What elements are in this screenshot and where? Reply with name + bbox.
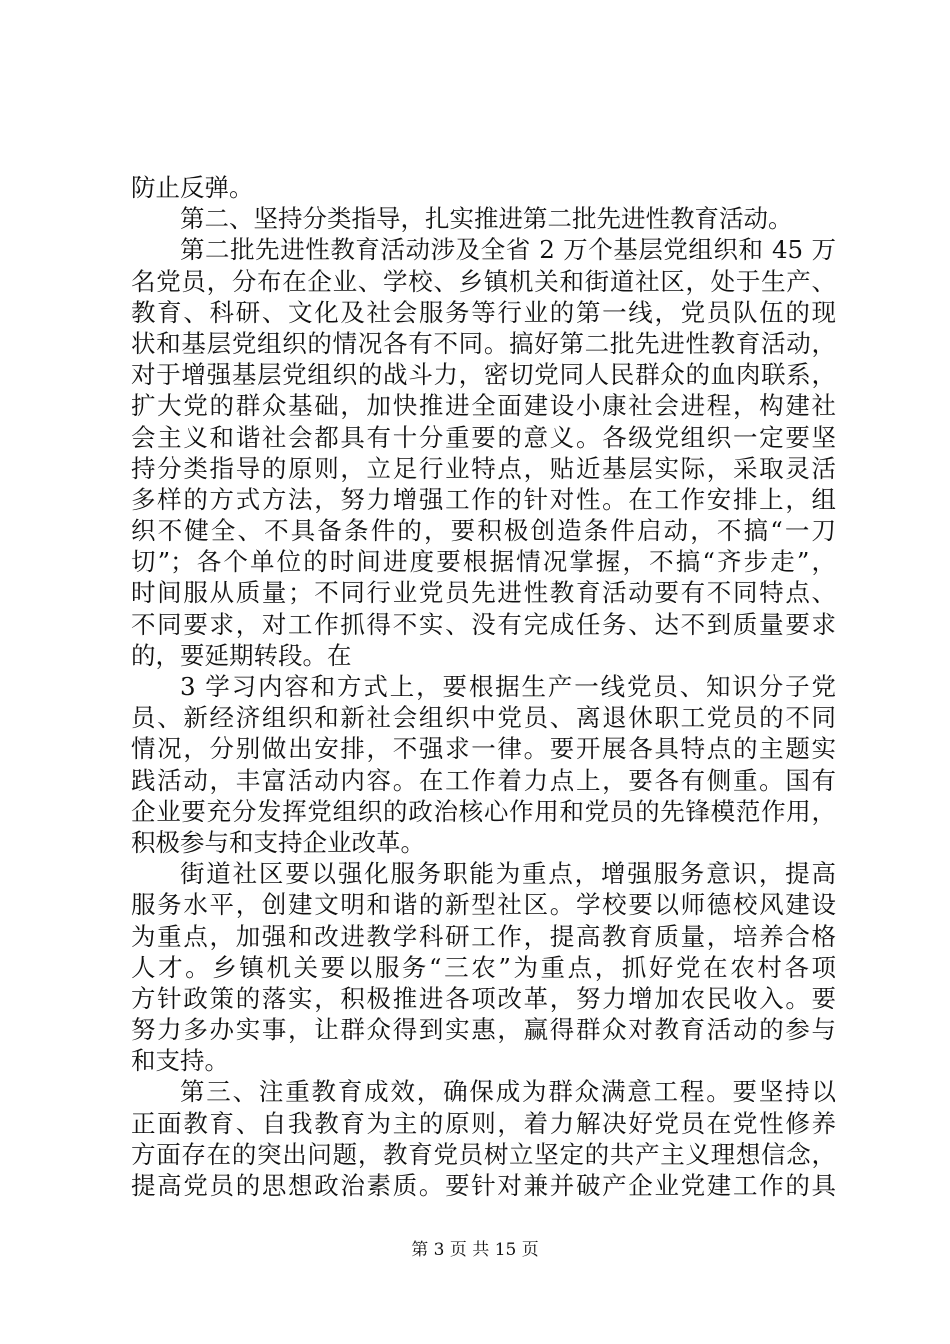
text-line: 方面存在的突出问题，教育党员树立坚定的共产主义理想信念， (131, 1139, 836, 1169)
text-line: 状和基层党组织的情况各有不同。搞好第二批先进性教育活动， (131, 328, 836, 358)
text-line: 防止反弹。 (131, 173, 254, 202)
text-line: 服务水平，创建文明和谐的新型社区。学校要以师德校风建设 (131, 890, 836, 920)
text-line: 第二、坚持分类指导，扎实推进第二批先进性教育活动。 (180, 204, 793, 234)
text-line: 提高党员的思想政治素质。要针对兼并破产企业党建工作的具 (131, 1171, 836, 1200)
text-line: 持分类指导的原则，立足行业特点，贴近基层实际，采取灵活 (131, 453, 836, 483)
text-line: 街道社区要以强化服务职能为重点，增强服务意识，提高 (180, 859, 836, 889)
text-line: 方针政策的落实，积极推进各项改革，努力增加农民收入。要 (131, 983, 836, 1013)
text-line: 第三、注重教育成效，确保成为群众满意工程。要坚持以 (180, 1077, 836, 1107)
text-line: 积极参与和支持企业改革。 (131, 827, 425, 857)
page-footer: 第 3 页 共 15 页 (411, 1240, 539, 1260)
text-line: 践活动，丰富活动内容。在工作着力点上，要各有侧重。国有 (131, 765, 836, 795)
text-line: 切”；各个单位的时间进度要根据情况掌握，不搞“齐步走”， (131, 547, 836, 577)
text-line: 正面教育、自我教育为主的原则，着力解决好党员在党性修养 (131, 1108, 836, 1138)
text-line: 的，要延期转段。在 (131, 640, 352, 670)
text-line: 人才。乡镇机关要以服务“三农”为重点，抓好党在农村各项 (131, 952, 836, 982)
text-line: 为重点，加强和改进教学科研工作，提高教育质量，培养合格 (131, 921, 836, 951)
text-line: 不同要求，对工作抓得不实、没有完成任务、达不到质量要求 (131, 609, 836, 639)
text-line: 时间服从质量；不同行业党员先进性教育活动要有不同特点、 (131, 578, 836, 608)
text-line: 织不健全、不具备条件的，要积极创造条件启动，不搞“一刀 (131, 516, 836, 546)
document-body (131, 172, 836, 1201)
text-line: 第二批先进性教育活动涉及全省 2 万个基层党组织和 45 万 (180, 235, 836, 265)
text-line: 努力多办实事，让群众得到实惠，赢得群众对教育活动的参与 (131, 1015, 836, 1045)
text-line: 对于增强基层党组织的战斗力，密切党同人民群众的血肉联系， (131, 360, 836, 390)
text-line: 企业要充分发挥党组织的政治核心作用和党员的先锋模范作用， (131, 796, 836, 826)
text-line: 3 学习内容和方式上，要根据生产一线党员、知识分子党 (180, 672, 836, 701)
text-line: 员、新经济组织和新社会组织中党员、离退休职工党员的不同 (131, 703, 836, 733)
text-line: 教育、科研、文化及社会服务等行业的第一线，党员队伍的现 (131, 297, 836, 327)
text-line: 多样的方式方法，努力增强工作的针对性。在工作安排上，组 (131, 484, 836, 514)
text-line: 扩大党的群众基础，加快推进全面建设小康社会进程，构建社 (131, 391, 836, 421)
text-line: 名党员，分布在企业、学校、乡镇机关和街道社区，处于生产、 (131, 266, 836, 296)
text-line: 情况，分别做出安排，不强求一律。要开展各具特点的主题实 (131, 734, 836, 764)
text-line: 会主义和谐社会都具有十分重要的意义。各级党组织一定要坚 (131, 422, 836, 452)
text-line: 和支持。 (131, 1046, 229, 1076)
